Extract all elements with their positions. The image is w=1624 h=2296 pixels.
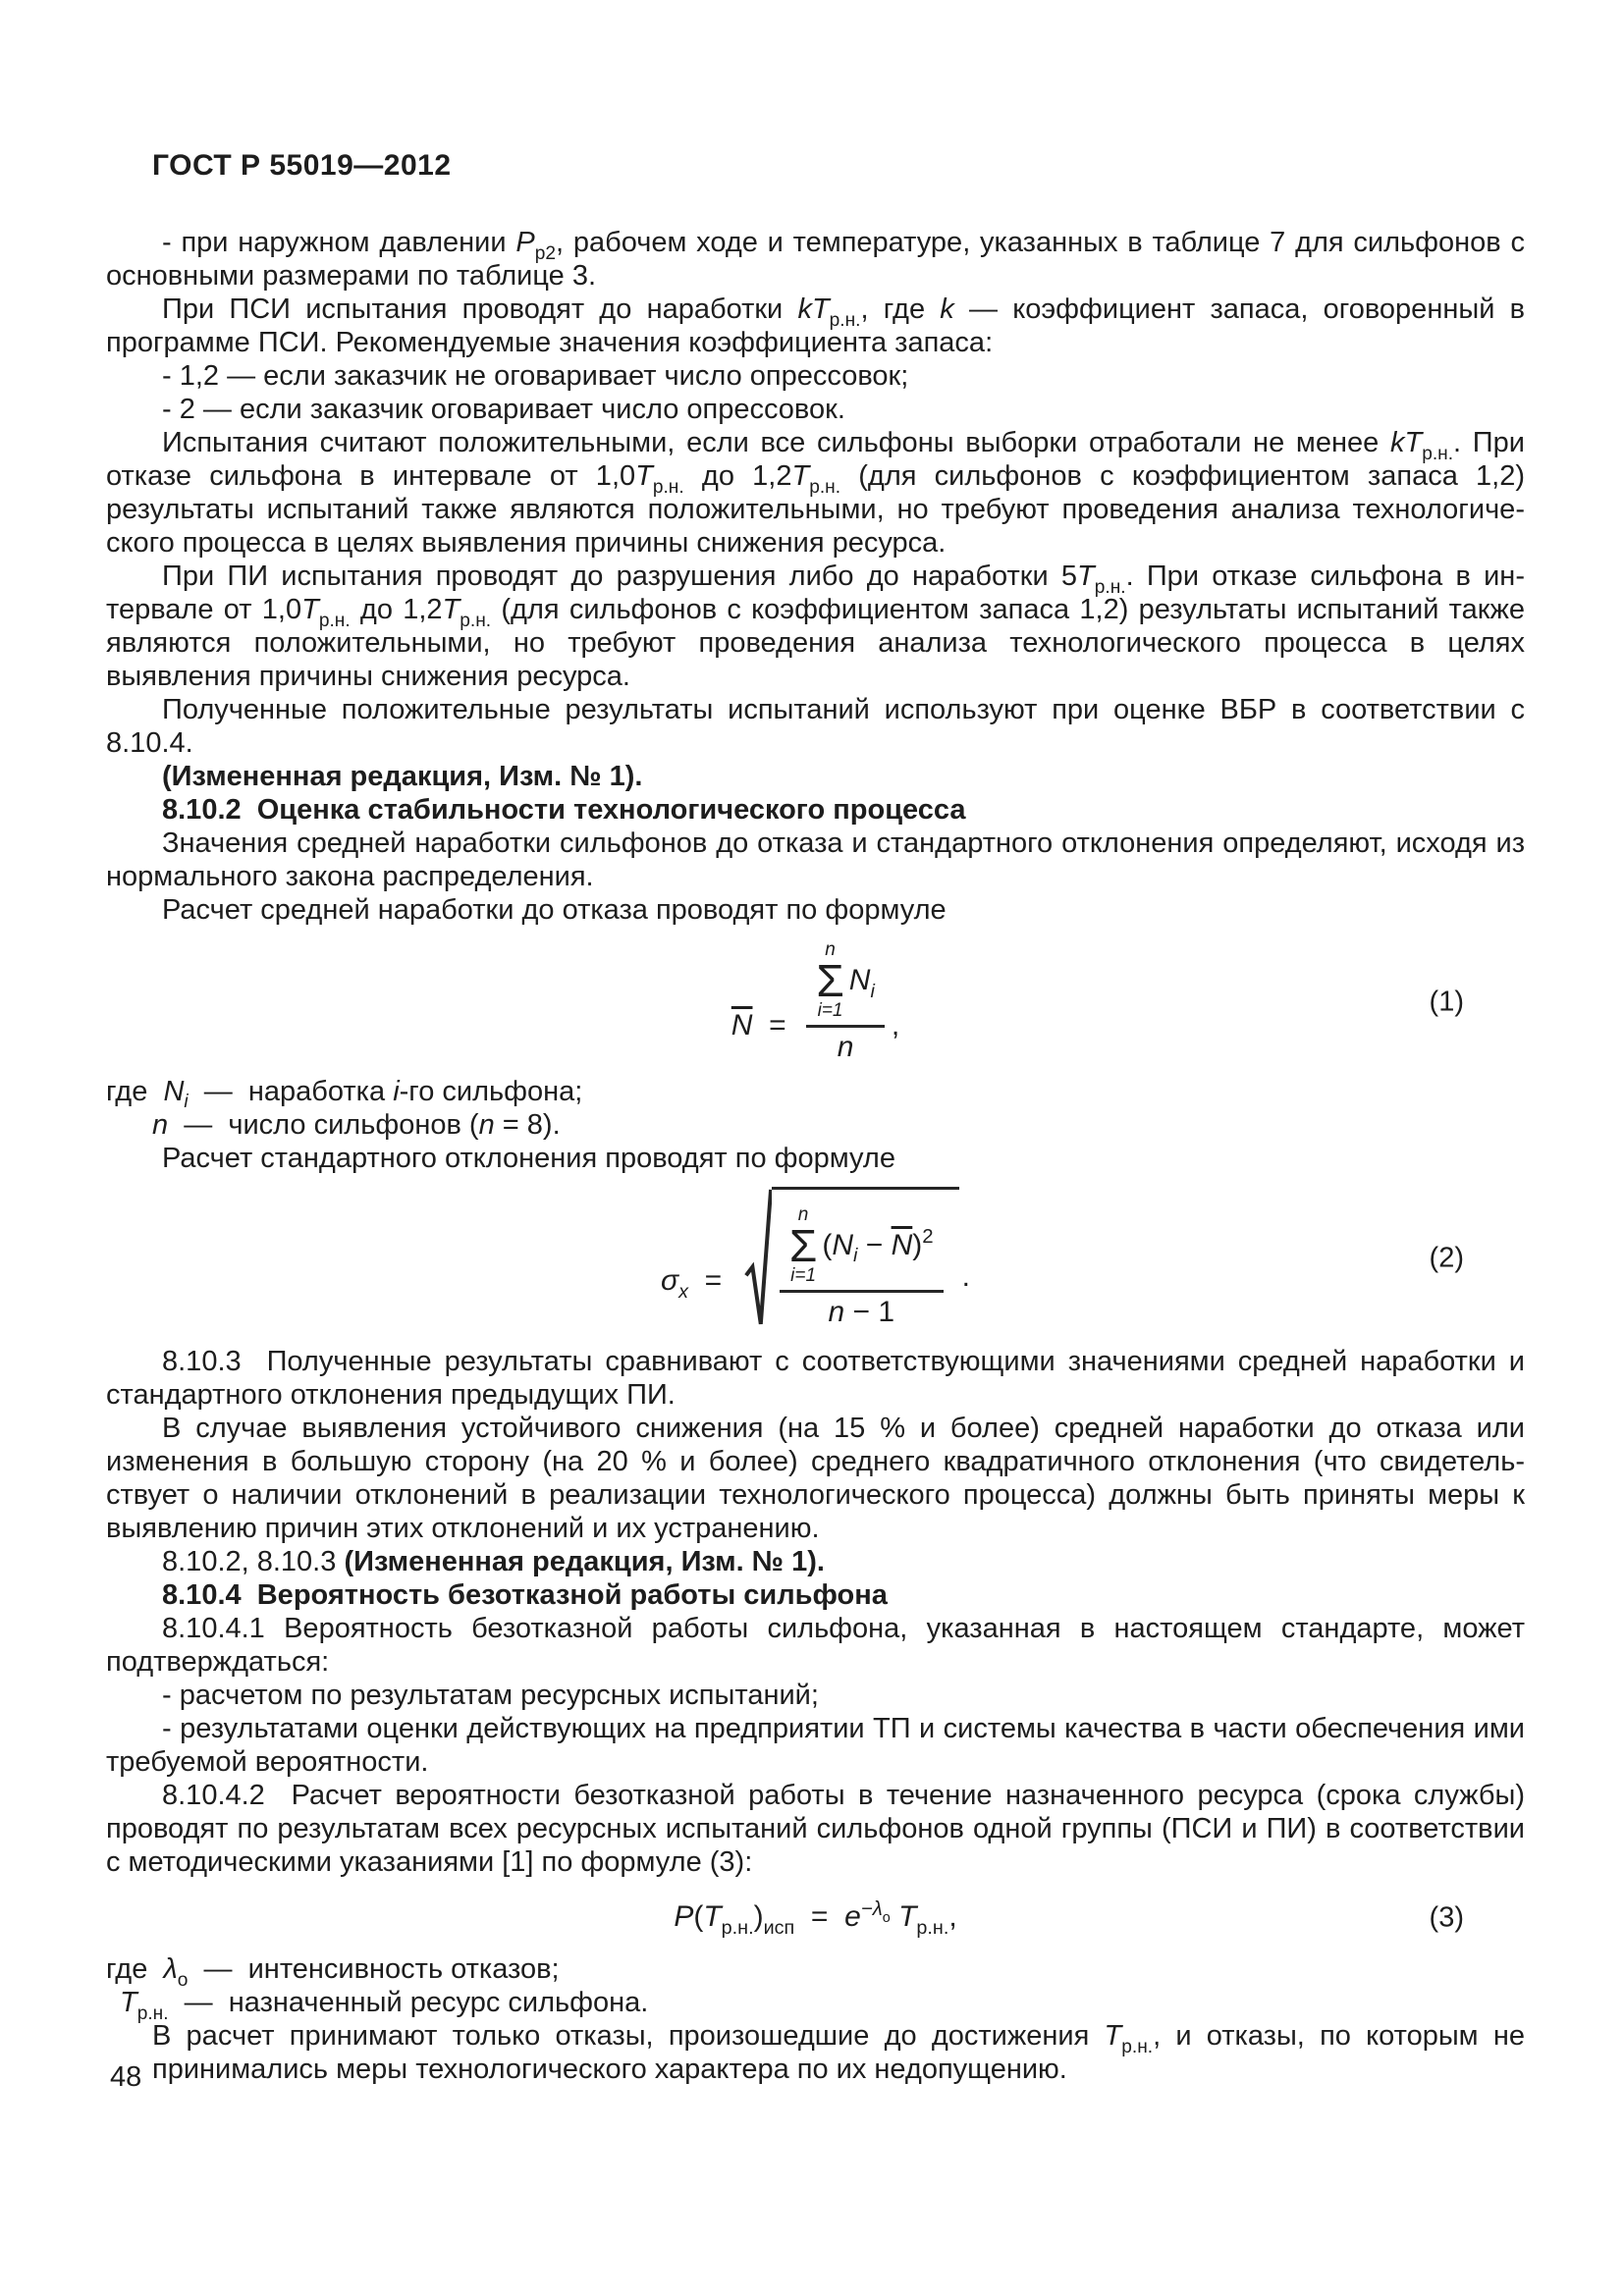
formula-1-tail: , bbox=[891, 1009, 900, 1042]
note-amended-edition-2: 8.10.2, 8.10.3 (Измененная редакция, Изм. № 1). bbox=[162, 1546, 825, 1578]
formula-1-fraction bbox=[806, 940, 885, 1065]
formula-1-denominator: n bbox=[837, 1031, 854, 1064]
paragraph-mean-values: Значения средней наработки сильфонов до отказа и стандартного отклонения определяют, исходя из нормального закона распределения. bbox=[106, 828, 1525, 892]
paragraph-8-10-4-2: 8.10.4.2 Расчет вероятности безотказной работы в течение назначенного ресурса (срока службы) проводят по результатам всех ресурсных испытаний сильфонов одной группы (ПСИ и ПИ) в соответствии с методическими указаниями [1] по формуле (3): bbox=[106, 1780, 1525, 1879]
paragraph-external-pressure: - при наружном давлении $P_{р2}$, рабочем ходе и температуре, указанных в таблице 7 для сильфонов с основными размерами по таблице 3. bbox=[106, 227, 1525, 292]
paragraph-8-10-3: 8.10.3 Полученные результаты сравнивают с соответствующими значениями средней наработки и стандартного отклонения предыдущих ПИ. bbox=[106, 1346, 1525, 1412]
definition-n: n — число сильфонов (n = 8). bbox=[152, 1108, 561, 1141]
page-header-gost-number: ГОСТ Р 55019—2012 bbox=[152, 149, 452, 182]
sum-operator bbox=[789, 1205, 817, 1286]
list-item-coefficient-2: - 2 — если заказчик оговаривает число опрессовок. bbox=[162, 394, 845, 425]
formula-3 bbox=[106, 1898, 1525, 1940]
formula-2 bbox=[106, 1187, 1525, 1330]
formula-1-numerator: $N_i$ bbox=[848, 963, 875, 1002]
definition-lambda: где $\lambda_о$ — интенсивность отказов; bbox=[106, 1952, 560, 1991]
page-number: 48 bbox=[110, 2061, 142, 2093]
section-heading-8-10-2: 8.10.2 Оценка стабильности технологического процесса bbox=[162, 794, 966, 826]
sum-lower-limit: i=1 bbox=[790, 1264, 817, 1286]
paragraph-deviation-measures: В случае выявления устойчивого снижения (на 15 % и более) средней наработки до отказа или изменения в большую сторону (на 20 % и более) среднего квадратичного отклонения (что свидетельствует о наличии отклонений в реализации технологического процесса) должны быть приняты меры к выявлению причин этих отклонений и их устранению. bbox=[106, 1413, 1525, 1545]
note-amended-edition-1: (Измененная редакция, Изм. № 1). bbox=[162, 761, 643, 792]
list-item-resource-tests: - расчетом по результатам ресурсных испытаний; bbox=[162, 1680, 819, 1712]
formula-number-1: (1) bbox=[1429, 986, 1464, 1018]
formula-2-numerator: $(N_i - \overline{N})^2$ bbox=[822, 1226, 934, 1267]
paragraph-psi-tests: При ПСИ испытания проводят до наработки $kT_{р.н.}$, где k — коэффициент запаса, оговоренный в программе ПСИ. Рекомендуемые значения коэффициента запаса: bbox=[106, 294, 1525, 358]
formula-2-denominator: n − 1 bbox=[828, 1295, 895, 1328]
formula-3-math bbox=[674, 1898, 957, 1940]
sum-operator bbox=[816, 940, 843, 1021]
paragraph-vbr-results: Полученные положительные результаты испытаний используют при оценке ВБР в соответствии с 8.10.4. bbox=[106, 694, 1525, 759]
formula-number-2: (2) bbox=[1429, 1242, 1464, 1274]
sigma-icon: Σ bbox=[816, 954, 844, 1006]
sum-upper-limit: n bbox=[825, 939, 836, 960]
paragraph-pi-tests: При ПИ испытания проводят до разрушения либо до наработки $5T_{р.н.}$. При отказе сильфона в интервале от $1,0T_{р.н.}$ до $1,2T_{р.н.}$ (для сильфонов с коэффициентом запаса 1,2) результаты испытаний также являются положительными, но требуют проведения анализа технологического процесса в целях выявления причины снижения ресурса. bbox=[106, 561, 1525, 692]
sum-upper-limit: n bbox=[797, 1203, 809, 1225]
sqrt-radical-icon bbox=[744, 1187, 772, 1330]
paragraph-failures-accounting: В расчет принимают только отказы, произошедшие до достижения $T_{р.н.}$, и отказы, по которым не принимались меры технологического характера по их недопущению. bbox=[152, 2019, 1525, 2085]
formula-2-fraction bbox=[780, 1205, 944, 1330]
paragraph-8-10-4-1: 8.10.4.1 Вероятность безотказной работы сильфона, указанная в настоящем стандарте, может подтверждаться: bbox=[106, 1613, 1525, 1679]
formula-number-3: (3) bbox=[1429, 1901, 1464, 1934]
square-root bbox=[744, 1187, 959, 1330]
paragraph-mean-formula-intro: Расчет средней наработки до отказа проводят по формуле bbox=[162, 894, 947, 926]
list-item-quality-system: - результатами оценки действующих на предприятии ТП и системы качества в части обеспечения ими требуемой вероятности. bbox=[106, 1713, 1525, 1779]
page-content bbox=[106, 149, 1525, 2086]
definition-Trn: $T_{р.н.}$ — назначенный ресурс сильфона. bbox=[120, 1986, 649, 2024]
sigma-icon: Σ bbox=[788, 1219, 818, 1271]
formula-3-expression: $P(T_{р.н.})_{исп} = e^{-\lambda}о$ $T_{р.н.}$, bbox=[674, 1898, 957, 1940]
paragraph-tests-positive: Испытания считают положительными, если все сильфоны выборки отработали не менее $kT_{р.н.}$. При отказе сильфона в интервале от $1,0T_{р.н.}$ до $1,2T_{р.н.}$ (для сильфонов с коэффициентом запаса 1,2) результаты испытаний также являются положительными, но требуют проведения анализа технологического процесса в целях выявления причины снижения ресурса. bbox=[106, 427, 1526, 559]
formula-2-tail: . bbox=[961, 1260, 970, 1294]
formula-1 bbox=[106, 940, 1525, 1065]
formula-2-math bbox=[661, 1187, 970, 1330]
formula-2-lhs: $\sigma_x$ = bbox=[661, 1264, 738, 1304]
section-heading-8-10-4: 8.10.4 Вероятность безотказной работы сильфона bbox=[162, 1579, 888, 1612]
formula-1-lhs: $\overline{N}$ = bbox=[731, 1009, 803, 1042]
list-item-coefficient-1-2: - 1,2 — если заказчик не оговаривает число опрессовок; bbox=[162, 360, 909, 392]
sum-lower-limit: i=1 bbox=[817, 1000, 843, 1022]
definition-Ni: где $N_i$ — наработка i-го сильфона; bbox=[106, 1075, 583, 1113]
formula-1-math bbox=[731, 940, 899, 1065]
paragraph-stddev-formula-intro: Расчет стандартного отклонения проводят по формуле bbox=[162, 1142, 895, 1174]
